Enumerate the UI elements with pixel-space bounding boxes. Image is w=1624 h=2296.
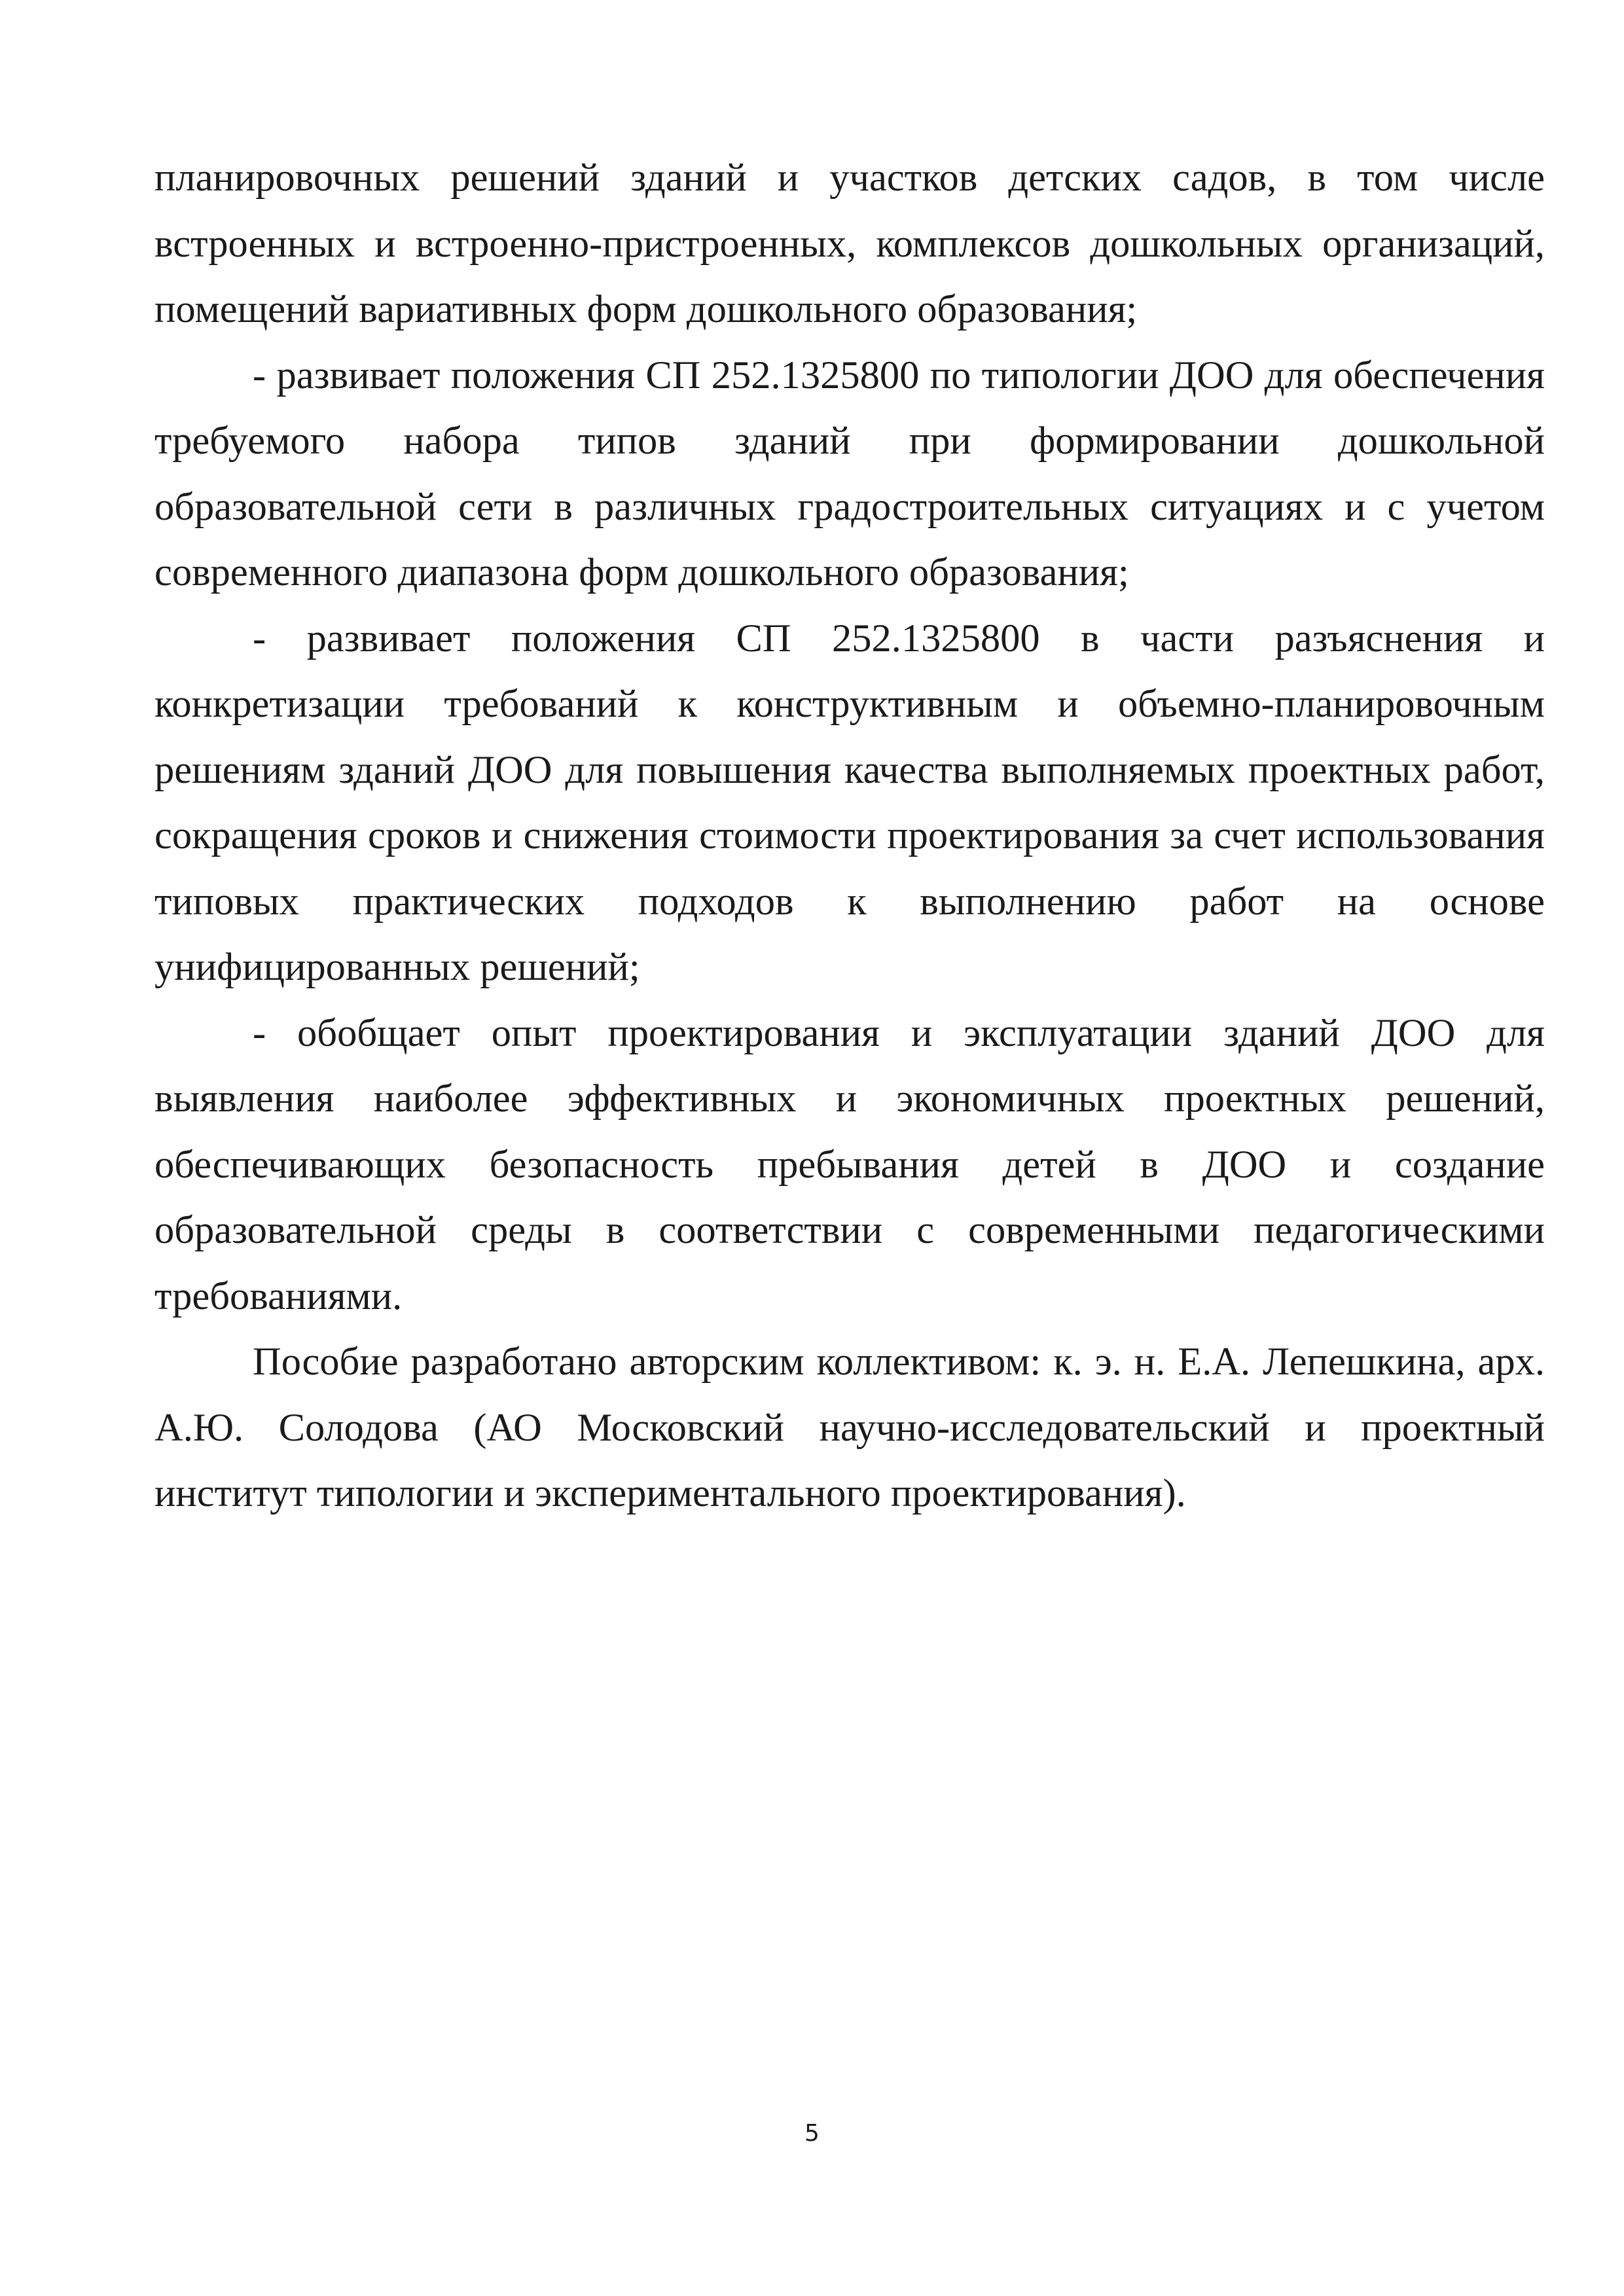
paragraph-experience: - обобщает опыт проектирования и эксплуатации зданий ДОО для выявления наиболее эффективных и экономичных проектных решений, обеспечивающих безопасность пребывания детей в ДОО и создание образовательной среды в соответствии с современными педагогическими требованиями. xyxy=(154,1011,1545,1318)
paragraph-authors: Пособие разработано авторским коллективом: к. э. н. Е.А. Лепешкина, арх. А.Ю. Солодова (АО Московский научно-исследовательский и проектный институт типологии и экспериментального проектирования). xyxy=(154,1340,1545,1515)
document-body xyxy=(154,145,1545,1527)
paragraph-requirements: - развивает положения СП 252.1325800 в части разъяснения и конкретизации требований к конструктивным и объемно-планировочным решениям зданий ДОО для повышения качества выполняемых проектных работ, сокращения сроков и снижения стоимости проектирования за счет использования типовых практических подходов к выполнению работ на основе унифицированных решений; xyxy=(154,616,1545,989)
paragraph-typology: - развивает положения СП 252.1325800 по типологии ДОО для обеспечения требуемого набора типов зданий при формировании дошкольной образовательной сети в различных градостроительных ситуациях и с учетом современного диапазона форм дошкольного образования; xyxy=(154,353,1545,594)
paragraph-continuation: планировочных решений зданий и участков детских садов, в том числе встроенных и встроенно-пристроенных, комплексов дошкольных организаций, помещений вариативных форм дошкольного образования; xyxy=(154,156,1545,331)
page-number: 5 xyxy=(804,2120,820,2147)
